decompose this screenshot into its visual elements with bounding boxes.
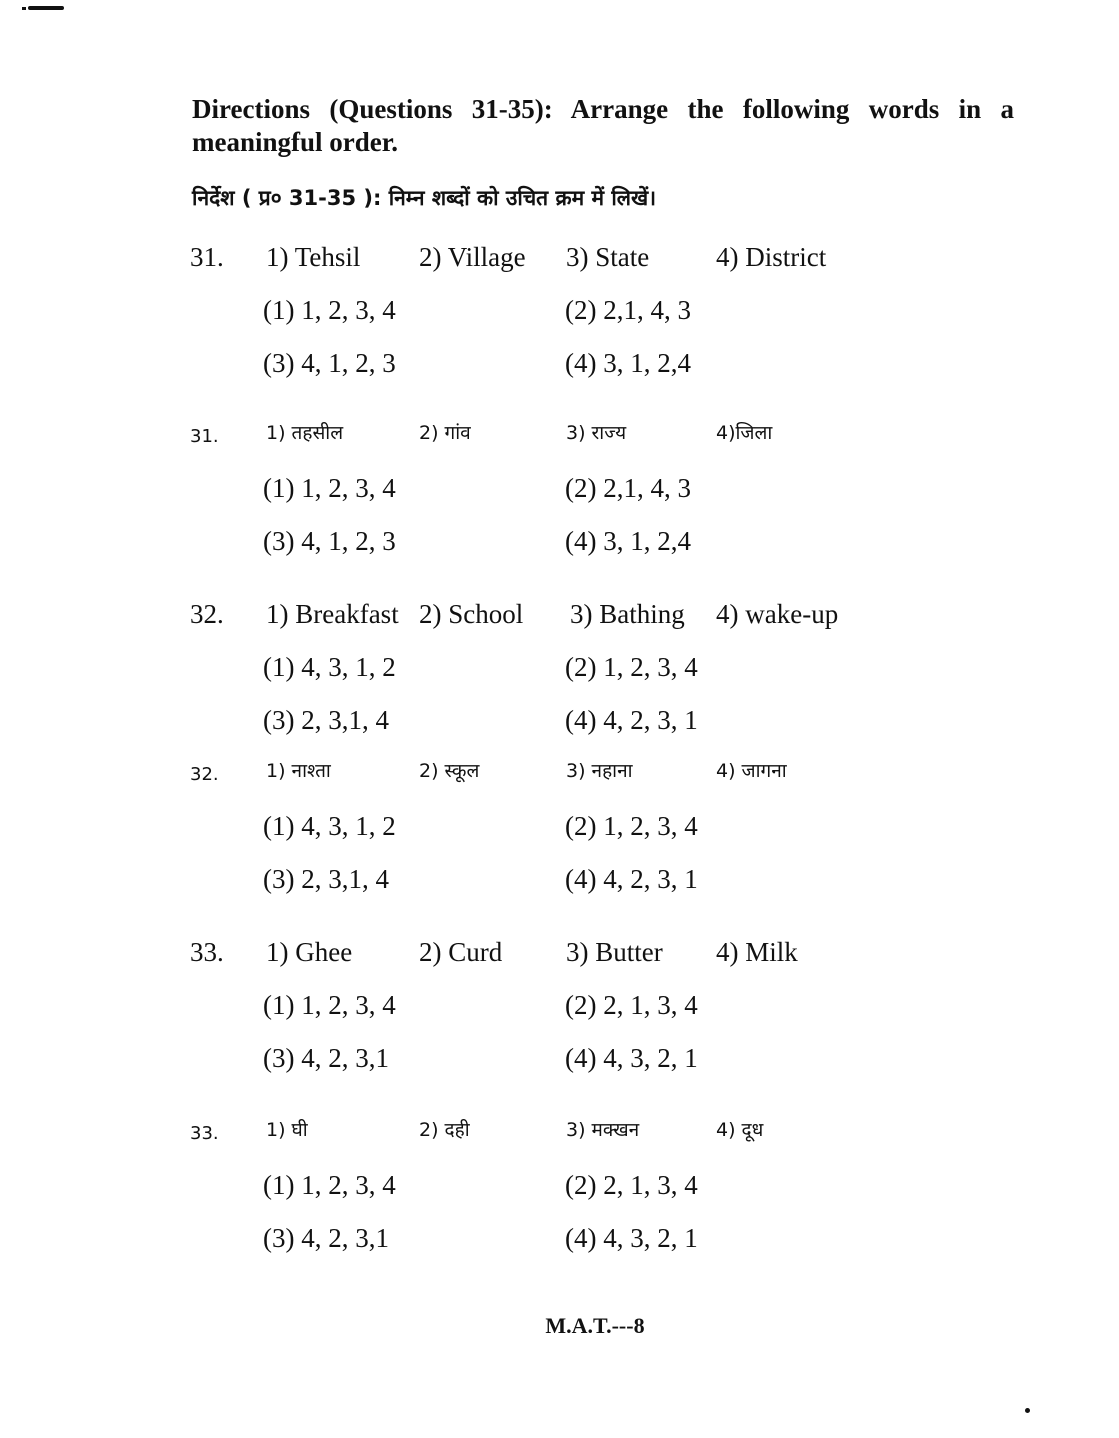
option-2: (2) 2, 1, 3, 4 [565, 990, 698, 1020]
option-4: (4) 3, 1, 2,4 [565, 348, 691, 378]
page-footer: M.A.T.---8 [545, 1313, 645, 1338]
option-3: (3) 2, 3,1, 4 [263, 705, 389, 735]
item-3: 3) राज्य [566, 422, 627, 444]
item-1: 1) Tehsil [266, 242, 361, 272]
option-4: (4) 4, 2, 3, 1 [565, 705, 698, 735]
item-2: 2) स्कूल [419, 760, 480, 782]
item-1: 1) Ghee [266, 937, 353, 967]
option-3: (3) 4, 1, 2, 3 [263, 348, 396, 378]
question-31-english [0, 240, 1119, 390]
item-1: 1) तहसील [266, 422, 344, 444]
option-3: (3) 4, 1, 2, 3 [263, 526, 396, 556]
item-4: 4) दूध [716, 1119, 764, 1141]
question-number: 32. [190, 599, 224, 629]
scan-mark-bottom [1025, 1408, 1030, 1413]
scan-mark-top [28, 6, 64, 10]
question-number: 33. [190, 1123, 219, 1144]
directions-hindi: निर्देश ( प्र० 31-35 ): निम्न शब्दों को उचित क्रम में लिखें। [192, 186, 657, 210]
option-4: (4) 4, 3, 2, 1 [565, 1223, 698, 1253]
option-4: (4) 3, 1, 2,4 [565, 526, 691, 556]
item-4: 4) जागना [716, 760, 787, 782]
option-2: (2) 2,1, 4, 3 [565, 295, 691, 325]
option-3: (3) 4, 2, 3,1 [263, 1043, 389, 1073]
question-32-english [0, 597, 1119, 747]
question-number: 32. [190, 764, 219, 785]
option-1: (1) 1, 2, 3, 4 [263, 990, 396, 1020]
option-1: (1) 4, 3, 1, 2 [263, 652, 396, 682]
question-33-english [0, 935, 1119, 1085]
item-1: 1) Breakfast [266, 599, 399, 629]
item-2: 2) Village [419, 242, 526, 272]
option-1: (1) 1, 2, 3, 4 [263, 1170, 396, 1200]
question-number: 31. [190, 242, 224, 272]
option-4: (4) 4, 2, 3, 1 [565, 864, 698, 894]
item-4: 4) Milk [716, 937, 798, 967]
directions-english: Directions (Questions 31-35): Arrange the following words in a meaningful order. [192, 94, 1014, 157]
item-2: 2) School [419, 599, 524, 629]
question-32-hindi [0, 756, 1119, 906]
question-number: 31. [190, 426, 219, 447]
option-2: (2) 1, 2, 3, 4 [565, 811, 698, 841]
item-1: 1) घी [266, 1119, 308, 1141]
item-2: 2) Curd [419, 937, 503, 967]
option-1: (1) 1, 2, 3, 4 [263, 295, 396, 325]
item-4: 4) District [716, 242, 827, 272]
item-1: 1) नाश्ता [266, 760, 331, 782]
option-1: (1) 1, 2, 3, 4 [263, 473, 396, 503]
option-2: (2) 1, 2, 3, 4 [565, 652, 698, 682]
option-3: (3) 2, 3,1, 4 [263, 864, 389, 894]
option-2: (2) 2,1, 4, 3 [565, 473, 691, 503]
item-3: 3) Butter [566, 937, 663, 967]
question-33-hindi [0, 1115, 1119, 1265]
item-2: 2) दही [419, 1119, 470, 1141]
item-3: 3) State [566, 242, 650, 272]
question-number: 33. [190, 937, 224, 967]
item-4: 4)जिला [716, 422, 773, 444]
question-31-hindi [0, 418, 1119, 568]
option-4: (4) 4, 3, 2, 1 [565, 1043, 698, 1073]
option-3: (3) 4, 2, 3,1 [263, 1223, 389, 1253]
item-3: 3) Bathing [570, 599, 685, 629]
option-1: (1) 4, 3, 1, 2 [263, 811, 396, 841]
item-2: 2) गांव [419, 422, 471, 444]
option-2: (2) 2, 1, 3, 4 [565, 1170, 698, 1200]
item-3: 3) नहाना [566, 760, 633, 782]
item-3: 3) मक्खन [566, 1119, 640, 1141]
item-4: 4) wake-up [716, 599, 839, 629]
